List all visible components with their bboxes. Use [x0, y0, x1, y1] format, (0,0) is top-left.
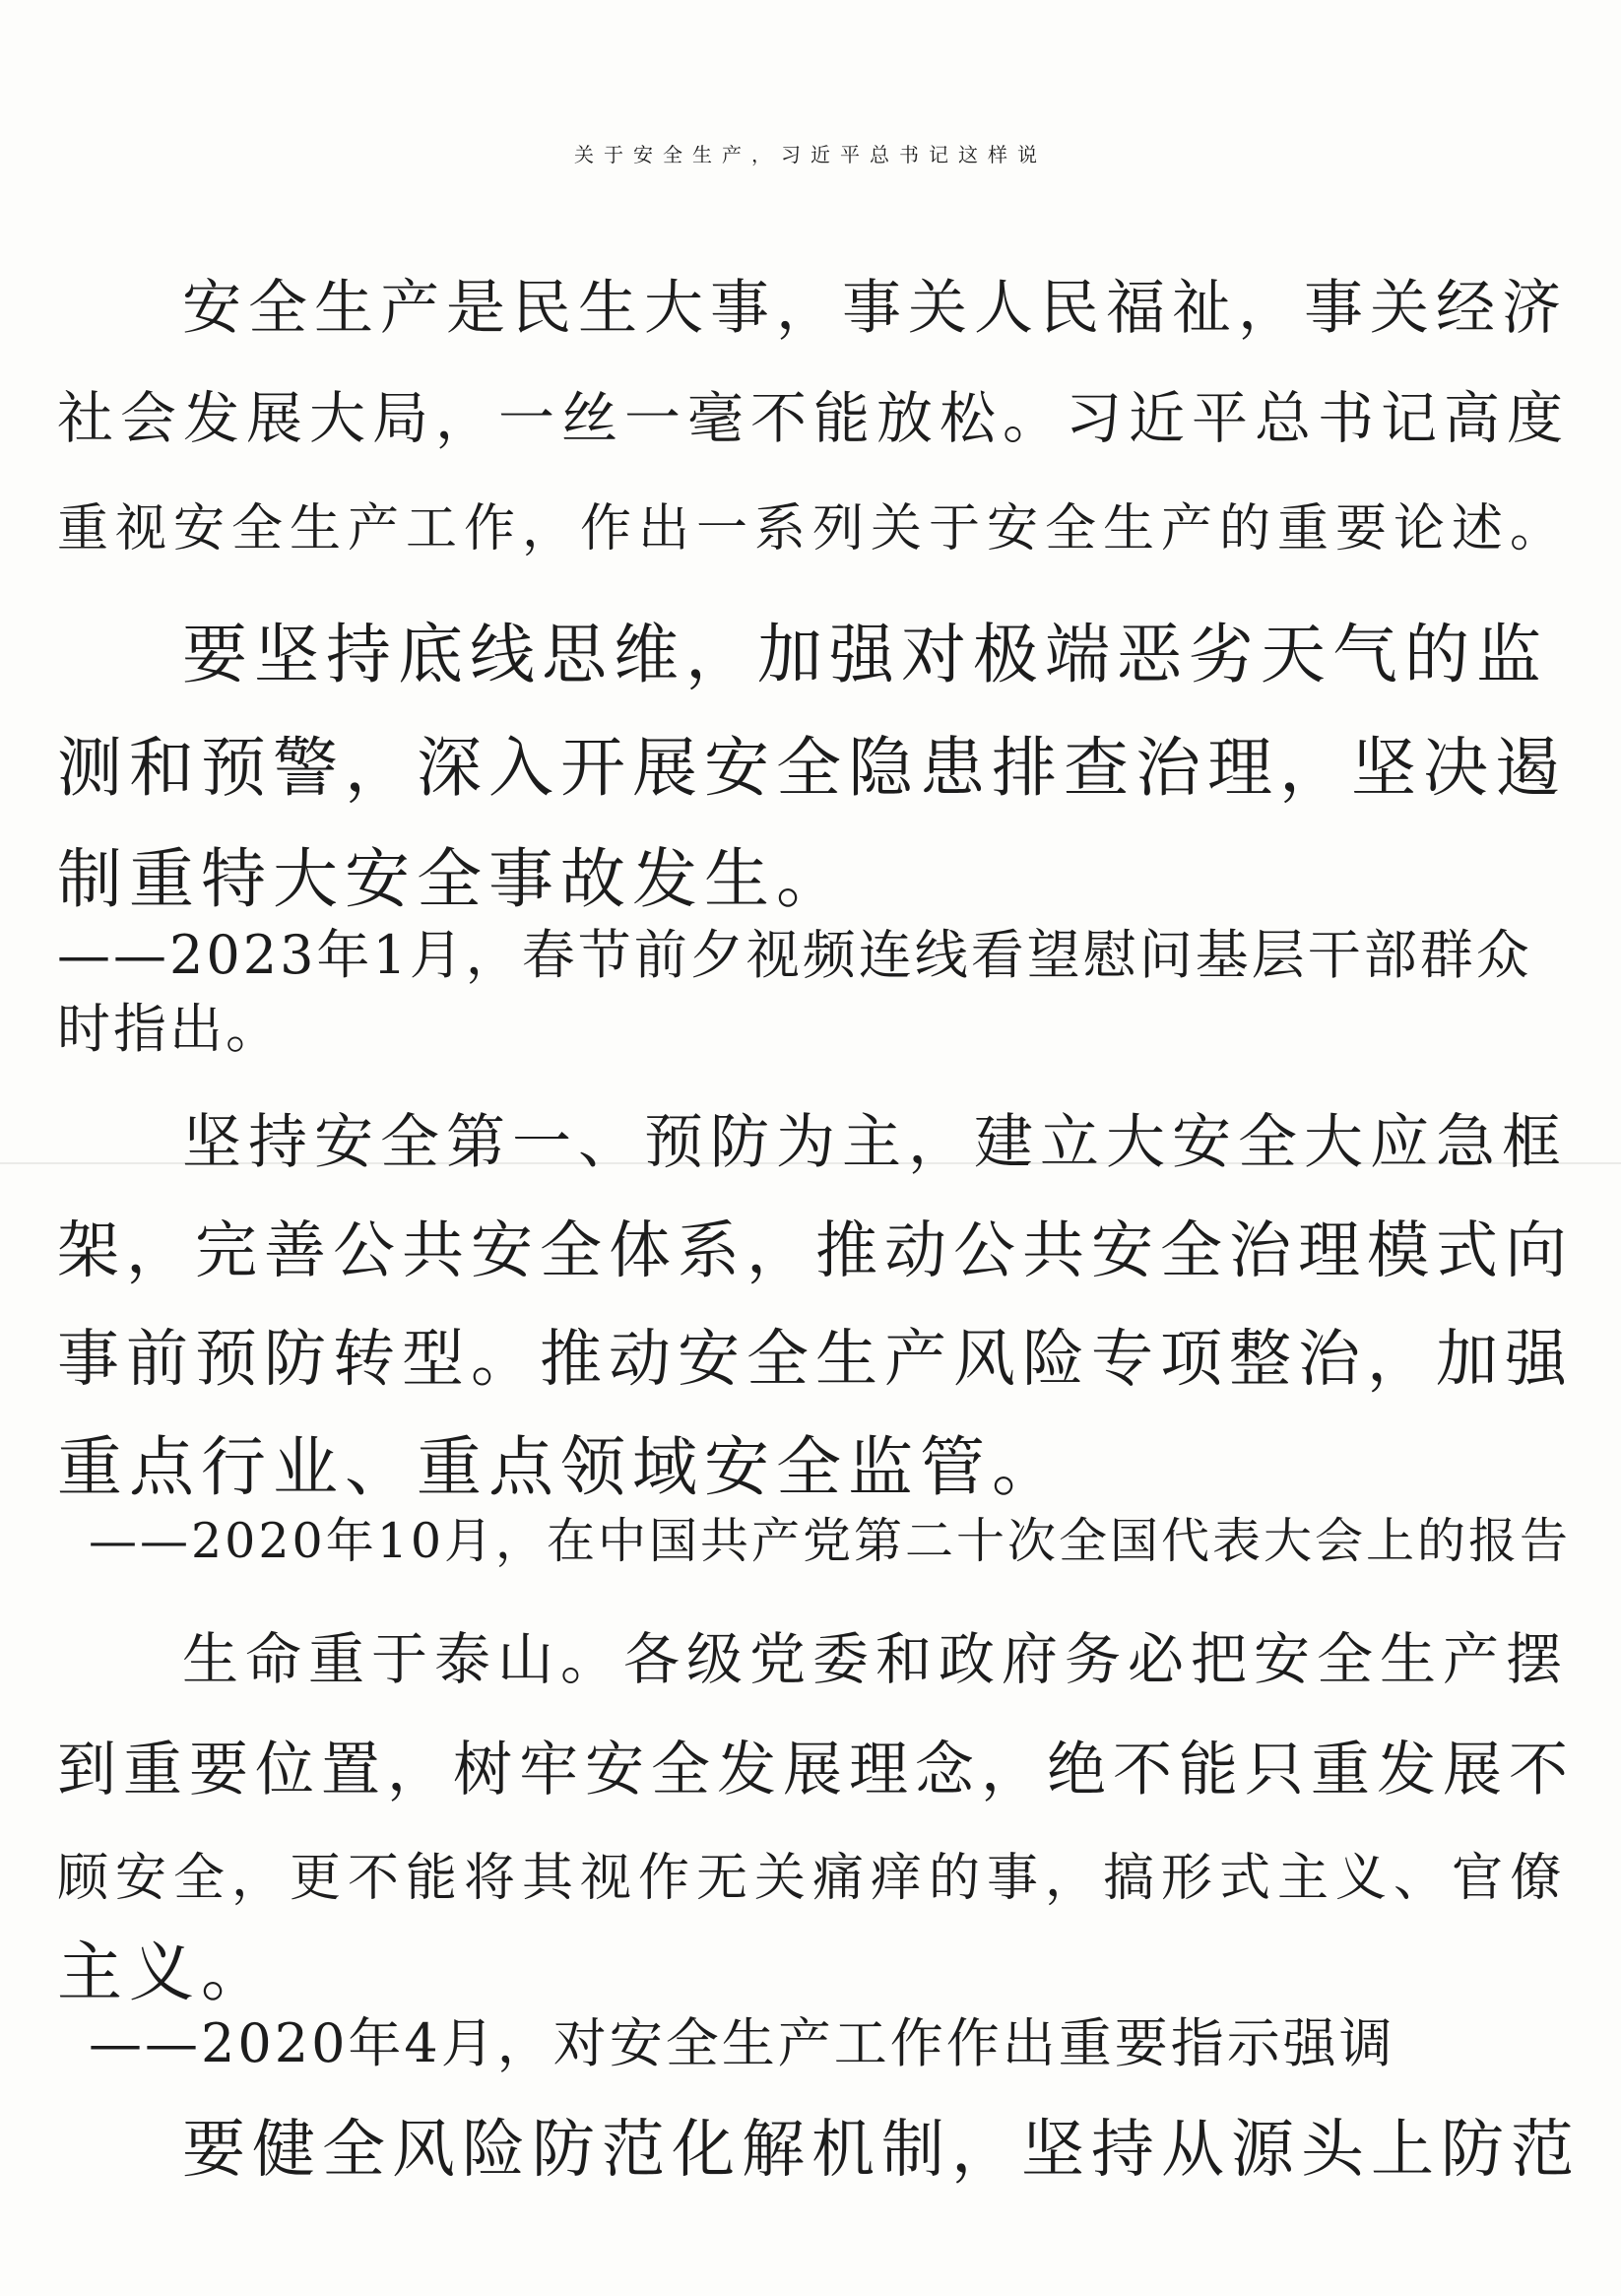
quote-line: 架，完善公共安全体系，推动公共安全治理模式向: [57, 1214, 1574, 1286]
quote-line: 主义。: [57, 1935, 273, 2010]
quote-line: 事前预防转型。推动安全生产风险专项整治，加强: [57, 1323, 1574, 1395]
quote-source: ——2020年10月，在中国共产党第二十次全国代表大会上的报告: [89, 1513, 1572, 1569]
quote-line: 制重特大安全事故发生。: [57, 841, 848, 917]
intro-line: 社会发展大局，一丝一毫不能放松。习近平总书记高度: [57, 386, 1570, 451]
quote-line: 生命重于泰山。各级党委和政府务必把安全生产摆: [182, 1627, 1569, 1692]
quote-line: 要坚持底线思维，加强对极端恶劣天气的监: [182, 617, 1548, 692]
quote-source: ——2020年4月，对安全生产工作作出重要指示强调: [89, 2012, 1395, 2074]
quote-source: ——2023年1月，春节前夕视频连线看望慰问基层干部群众: [57, 924, 1532, 986]
quote-line: 要健全风险防范化解机制，坚持从源头上防范: [182, 2114, 1581, 2187]
intro-line: 安全生产是民生大事，事关人民福祉，事关经济: [182, 274, 1568, 343]
intro-line: 重视安全生产工作，作出一系列关于安全生产的重要论述。: [57, 499, 1569, 558]
quote-line: 到重要位置，树牢安全发展理念，绝不能只重发展不: [57, 1736, 1575, 1804]
quote-line: 测和预警，深入开展安全隐患排查治理，坚决遏: [57, 730, 1567, 806]
quote-source: 时指出。: [57, 998, 282, 1060]
quote-line: 重点行业、重点领域安全监管。: [57, 1429, 1064, 1505]
page-title: 关于安全生产，习近平总书记这样说: [574, 143, 1047, 166]
quote-line: 顾安全，更不能将其视作无关痛痒的事，搞形式主义、官僚: [57, 1849, 1569, 1908]
quote-line: 坚持安全第一、预防为主，建立大安全大应急框: [182, 1108, 1568, 1177]
